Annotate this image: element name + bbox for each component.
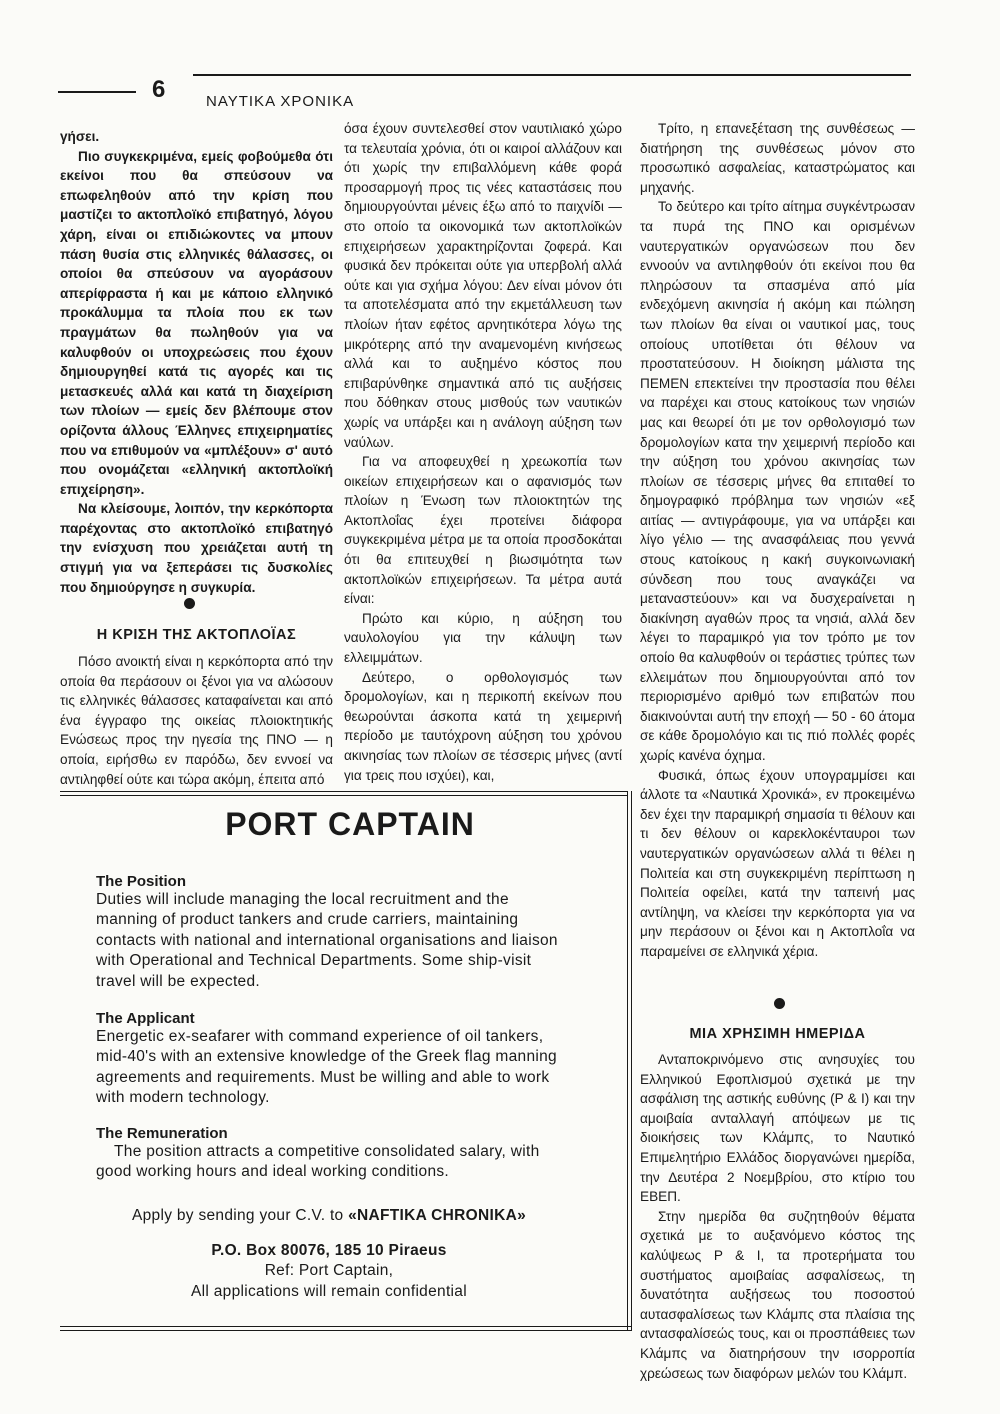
ad-top-rule	[60, 795, 628, 796]
applicant-heading: The Applicant	[96, 1010, 195, 1028]
column-3-section	[640, 1050, 915, 1383]
column-3	[640, 119, 915, 962]
col1-section-text: Πόσο ανοικτή είναι η κερκόπορτα από την οποία θα περάσουν οι ξένοι για να αλώσουν τις ελληνικές θάλασσες καταφαίνεται και από ένα έγγραφο της οικείας πλοιοκτητικής Ενώσεως προς την ηγεσία της ΠΝΟ — η οποία, ειρήσθω εν παρόδω, δεν εννοεί να αντιληφθεί ούτε και τώρα ακόμη, έπειτα από	[60, 654, 333, 787]
position-text: Duties will include managing the local recruitment and the manning of product tankers and crude carriers, maintaining contacts with national and international organisations and liaison with Operational and Technical Departments. Some ship-visit travel will be expected.	[96, 891, 558, 990]
header-rule-top	[193, 74, 911, 76]
col3-paragraph-1: Τρίτο, η επανεξέταση της συνθέσεως — διατήρηση της συνθέσεως μόνον στο προσωπικό ασφαλείας, καταστρώματος και μηχανής.	[640, 121, 915, 195]
col3-section-paragraph-1: Ανταποκρινόμενο στις ανησυχίες του Ελληνικού Εφοπλισμού σχετικά με την ασφάλιση της αστικής ευθύνης (P & I) και την αμοιβαία ανταλλαγή απόψεων με τις διοικήσεις των Κλάμπς, το Ναυτικό Επιμελητήριο Ελλάδος διοργανώνει ημερίδα, την Δευτέρα 2 Νοεμβρίου, στο κτίριο του ΕΒΕΠ.	[640, 1052, 915, 1205]
ad-title: PORT CAPTAIN	[225, 806, 475, 842]
job-advertisement	[96, 806, 562, 1302]
confidential-note: All applications will remain confidential	[191, 1282, 467, 1300]
ad-right-rule	[631, 791, 632, 1331]
ad-right-rule	[627, 791, 628, 1331]
applicant-text: Energetic ex-seafarer with command experience of oil tankers, mid-40's with an extensive knowledge of the Greek flag manning agreements and requirements. Must be willing and able to work with modern technology.	[96, 1028, 557, 1107]
column-1	[60, 127, 333, 597]
apply-target: «NAFTIKA CHRONIKA»	[348, 1207, 526, 1225]
section-heading-crisis: Η ΚΡΙΣΗ ΤΗΣ ΑΚΤΟΠΛΟΪΑΣ	[96, 627, 297, 643]
col3-section-paragraph-2: Στην ημερίδα θα συζητηθούν θέματα σχετικά με το αυξανόμενο κόστος της καλύψεως P & I, τα προτερήματα του συστήματος αμοιβαίας ασφαλίσεως, τη δυνατότητα αυξήσεως του ποσοστού αυτασφαλίσεως των Κλάμπς στα πλαίσια της αντασφαλίσεώς τους, και οι προσπάθειες των Κλάμπς να διατηρήσουν την ισορροπία χρεώσεως των διαφόρων μελών του Κλάμπ.	[640, 1208, 915, 1381]
address: P.O. Box 80076, 185 10 Piraeus	[211, 1241, 447, 1259]
col2-paragraph-2: Για να αποφευχθεί η χρεωκοπία των οικείων επιχειρήσεων και ο αφανισμός των πλοίων η Ένωση των πλοιοκτητών της Ακτοπλοΐας έχει προτείνει διάφορα συγκεκριμένα μέτρα με τα οποία προσδοκάται ότι θα επιτευχθεί η βιωσιμότητα των ακτοπλοϊκών επιχειρήσεων. Τα μέτρα αυτά είναι:	[344, 454, 622, 607]
remuneration-text: The position attracts a competitive consolidated salary, with good working hours and ideal working conditions.	[96, 1142, 540, 1181]
remuneration-heading: The Remuneration	[96, 1124, 228, 1142]
col2-paragraph-1: όσα έχουν συντελεσθεί στον ναυτιλιακό χώρο τα τελευταία χρόνια, ότι οι καιροί αλλάζουν και ότι χωρίς την επιβαλλόμενη κάθε φορά προσαρμογή προς τις νέες καταστάσεις που δημιουργούνται μένεις έξω από το παιχνίδι — στο οποίο τα οικονομικά των ακτοπλοϊκών επιχειρήσεων χαρακτηρίζονται ζοφερά. Και φυσικά δεν πρόκειται ούτε για υπερβολή αλλά ούτε και για σχήμα λόγου: Δεν είναι μόνον ότι τα αποτελέσματα από την εκμετάλλευση των πλοίων ήταν εφέτος αρνητικότερα λόγω της μικρότερης από την αναμενομένη κινήσεως αλλά και το αυξημένο κόστος που επιβαρύνθηκε σημαντικά από τις αυξήσεις που δόθηκαν στους μισθούς των ναυτικών χωρίς να υπάρξει και η ανάλογη αύξηση των ναύλων.	[344, 121, 622, 450]
col3-paragraph-2: Το δεύτερο και τρίτο αίτημα συγκέντρωσαν τα πυρά της ΠΝΟ και ορισμένων ναυτεργατικών οργανώσεων που δεν εννοούν να αντιληφθούν ότι εκείνοι που θα πληρώσουν τα σπασμένα από μία ενδεχόμενη ακινησία ή ακόμη και πώληση των πλοίων θα είναι οι ναυτικοί μας, τους οποίους υποτίθεται ότι θέλουν να προστατεύσουν. Η διοίκηση μάλιστα της ΠΕΜΕΝ επεκτείνει την προστασία που θέλει να παρέχει και στους κατοίκους των νησιών μας και θεωρεί ότι με τον ορθολογισμό των δρομολογίων κατα την χειμερινή περίοδο και την αύξηση του χρόνου ακινησίας των πλοίων σε τέσσερις μήνες θα επιταθεί το δημογραφικό πρόβλημα των νησιών «εξ αιτίας — αντιγράφουμε, για να υπάρξει και λίγο γέλιο — της ανασφάλειας που γεννά στους κατοίκους η κακή συγκοινωνιακή σύνδεση που τους αναγκάζει να μεταναστεύουν» και να δυσχεραίνεται η διακίνηση αγαθών προς τα νησιά, αλλά δεν λέγει το παραμικρό για τον τρόπο με τον οποίο θα καλυφθούν οι τεράστιες τρύπες των ελλειμάτων που δημιουργούνται από τον περιορισμένο αριθμό των επιβατών που διακινούνται αυτή την εποχή — 50 - 60 άτομα σε κάθε δρομολόγιο και τις πιό πολλές φορές χωρίς κανένα όχημα.	[640, 199, 915, 763]
ad-bottom-rule	[60, 1326, 632, 1327]
col1-paragraph-1: γήσει.	[60, 129, 100, 144]
col1-paragraph-3: Να κλείσουμε, λοιπόν, την κερκόπορτα παρέχοντας στο ακτοπλοϊκό επιβατηγό την ενίσχυση που χρειάζεται αυτή τη στιγμή για να ξεπεράσει τις δυσκολίες που δημιούργησε η συγκυρία.	[60, 501, 333, 595]
apply-line	[96, 1206, 562, 1226]
col1-paragraph-2: Πιο συγκεκριμένα, εμείς φοβούμεθα ότι εκείνοι που θα σπεύσουν να επωφεληθούν από την κρίση που μαστίζει το ακτοπλοϊκό επιβατηγό, λόγου χάρη, είναι οι επιδιώκοντες να μπουν πάση θυσία στις ελληνικές θάλασσες, οι οποίοι θα σπεύσουν να αγοράσουν απερίφραστα ή και με κάποιο ελληνικό προκάλυμμα τα πλοία που εκ των πραγμάτων θα πωληθούν για να καλυφθούν οι υποχρεώσεις που έχουν δημιουργηθεί κατά τις αγορές και τις μετασκευές αλλά και κατά τη διαχείριση των πλοίων — εμείς δεν βλέπουμε στον ορίζοντα άλλους Έλληνες επιχειρηματίες που να επιθυμούν να «μπλέξουν» σ' αυτό που ονομάζεται «ελληνική ακτοπλοϊκή επιχείρηση».	[60, 148, 333, 497]
col3-paragraph-3: Φυσικά, όπως έχουν υπογραμμίσει και άλλοτε τα «Ναυτικά Χρονικά», εν προκειμένω δεν έχει την παραμικρή σημασία τι θέλουν και τι δεν θέλουν οι καρεκλοκένταυροι των ναυτεργατικών οργανώσεων αλλά τι θέλει η Πολιτεία και στη συγκεκριμένη περίπτωση η Πολιτεία οφείλει, κατά την ταπεινή μας αντίληψη, να κλείσει την κερκόπορτα για να μην περάσουν οι ξένοι και η Ακτοπλοΐα να παραμείνει σε ελληνικά χέρια.	[640, 767, 915, 959]
ad-top-rule	[60, 791, 628, 792]
header-rule-left	[58, 91, 136, 93]
section-divider-dot	[774, 998, 785, 1009]
col2-paragraph-4: Δεύτερο, ο ορθολογισμός των δρομολογίων, και η περικοπή εκείνων που θεωρούνται άσκοπα κατά τη χειμερινή περίοδο με ταυτόχρονη αύξηση του χρόνου ακινησίας των πλοίων σε τέσσερις μήνες (αντί για τρεις που ισχύει), και,	[344, 669, 622, 783]
publication-name: ΝΑΥΤΙΚΑ ΧΡΟΝΙΚΑ	[206, 93, 355, 110]
reference: Ref: Port Captain,	[264, 1262, 394, 1280]
page-number: 6	[152, 76, 166, 103]
section-divider-dot	[184, 598, 195, 609]
column-1-section	[60, 652, 333, 789]
section-heading-seminar: ΜΙΑ ΧΡΗΣΙΜΗ ΗΜΕΡΙΔΑ	[689, 1026, 866, 1042]
col2-paragraph-3: Πρώτο και κύριο, η αύξηση του ναυλολογίου για την κάλυψη των ελλειμμάτων.	[344, 610, 622, 666]
apply-prefix: Apply by sending your C.V. to	[132, 1207, 349, 1225]
ad-bottom-rule	[60, 1330, 632, 1331]
column-2	[344, 119, 622, 785]
position-heading: The Position	[96, 873, 186, 890]
